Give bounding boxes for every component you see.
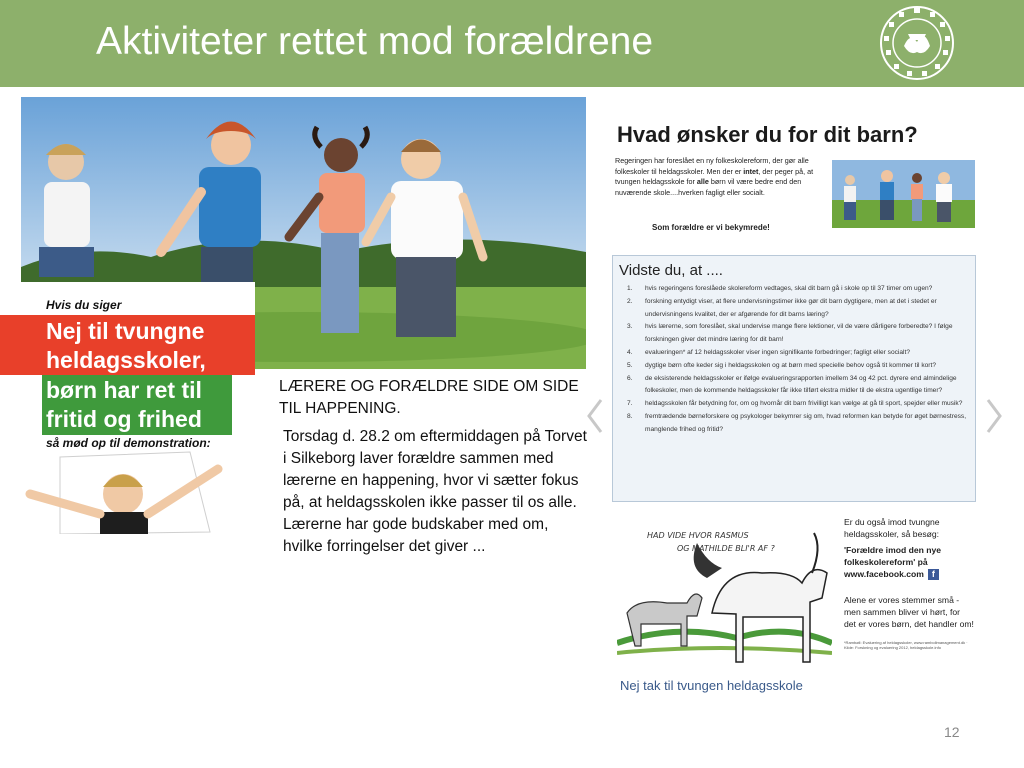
union-logo: [878, 4, 956, 82]
fact-number: 3.: [627, 323, 633, 331]
flyer-para-e: børn vil være bedre end den nuværende skole....hverken fagligt eller socialt.: [615, 177, 802, 197]
fact-number: 6.: [627, 374, 633, 382]
facebook-page-text: 'Forældre imod den nye folkeskolereform' på www.facebook.com: [844, 545, 942, 579]
flyer-worried: Som forældre er vi bekymrede!: [652, 223, 770, 232]
did-you-know-box: [612, 255, 976, 502]
sketch-text1: HAD VIDE HVOR RASMUS: [647, 531, 749, 540]
list-item: [627, 373, 969, 399]
flyer-para-d: alle: [696, 177, 709, 186]
fact-text: forskning entydigt viser, at flere undervisningstimer ikke gør dit barn dygtigere, men at det i stedet er undervisningens kvalitet, der er afgørende for dit barns læring?: [645, 297, 937, 318]
fact-number: 1.: [627, 285, 633, 292]
poster-line4: børn har ret til: [46, 377, 202, 403]
facebook-icon: f: [928, 569, 939, 580]
event-paragraph: Torsdag d. 28.2 om eftermiddagen på Torvet i Silkeborg laver forældre sammen med lærerne en happening, hvor vi sætter fokus på, at heldagsskolen ikke passer til os alle. Lærerne har gode budskaber med om, hvilke forringelser det giver ...: [283, 428, 587, 555]
flyer-facebook-text: [844, 544, 974, 580]
fact-list: [627, 283, 969, 437]
list-item: [627, 296, 969, 322]
fact-text: heldagsskolen får betydning for, om og hvornår dit barn frivilligt kan vælge at gå til sport, spejder eller musik?: [645, 400, 963, 408]
fact-text: evalueringen* af 12 heldagsskoler viser ingen signifikante forbedringer; fagligt eller socialt?: [645, 348, 911, 356]
list-item: [627, 283, 969, 296]
poster-line1: Hvis du siger: [46, 298, 122, 312]
fact-number: 4.: [627, 348, 633, 356]
fact-text: de eksisterende heldagsskoler er ifølge evalueringsrapporten imellem 34 og 42 pct. dyrere end almindelige folkeskoler, men de kommende heldagsskoler får ikke tilført ekstra midler til de ekstra ugentlige timer?: [645, 374, 957, 395]
fact-number: 7.: [627, 400, 633, 408]
horse-sketch: [617, 518, 832, 678]
event-heading: LÆRERE OG FORÆLDRE SIDE OM SIDE TIL HAPPENING.: [279, 378, 579, 417]
list-item: [627, 411, 969, 437]
flyer-together-text: Alene er vores stemmer små - men sammen bliver vi hørt, for det er vores børn, det handler om!: [844, 595, 974, 630]
poster-line2: Nej til tvungne: [46, 318, 205, 344]
flyer-para-c: , der peger på, at tvungen heldagsskole for: [615, 166, 814, 186]
flyer-caption: Nej tak til tvungen heldagsskole: [620, 678, 803, 693]
fact-number: 5.: [627, 361, 633, 369]
flyer-footnote: *Rambøll: Evaluering af heldagsskoler, www.rambollmanagement.dk · Kilde: Forskning og evaluering 2012, heldagsskole.info: [844, 640, 968, 651]
did-you-know-heading: Vidste du, at ....: [619, 262, 723, 279]
poster-graphic: [0, 282, 255, 534]
chevron-right-icon[interactable]: [984, 398, 1004, 434]
list-item: [627, 360, 969, 373]
flyer-no-thanks: [612, 510, 977, 700]
flyer-what-do-you-want: [612, 110, 977, 250]
list-item: [627, 398, 969, 411]
flyer-heading: Hvad ønsker du for dit barn?: [617, 122, 918, 147]
fact-number: 8.: [627, 412, 633, 420]
event-description: [279, 376, 589, 558]
poster-line6: så mød op til demonstration:: [46, 436, 211, 450]
fact-text: hvis regeringens foreslåede skolereform vedtages, skal dit barn gå i skole op til 37 timer om ugen?: [645, 285, 933, 292]
chevron-left-icon[interactable]: [585, 398, 605, 434]
page-number: 12: [944, 724, 960, 740]
list-item: [627, 347, 969, 360]
poster-line5: fritid og frihed: [46, 406, 202, 432]
demonstration-poster: [0, 282, 255, 534]
fact-number: 2.: [627, 297, 633, 305]
flyer-para-b: intet: [743, 166, 759, 176]
list-item: [627, 321, 969, 347]
flyer-paragraph: [615, 156, 825, 198]
fact-text: fremtrædende børneforskere og psykologer bekymrer sig om, hvad reformen kan betyde for øget børnestress, manglende frihed og fritid?: [645, 412, 967, 433]
fact-text: hvis lærerne, som foreslået, skal undervise mange flere lektioner, vil de være dårligere forberedte? I følge forskningen giver det mindre læring for dit barn!: [645, 323, 953, 344]
flyer-para-a: Regeringen har foreslået en ny folkeskolereform, der gør alle folkeskoler til heldagsskoler. Men der er: [615, 156, 809, 176]
flyer-children-photo: [832, 160, 975, 228]
fact-text: dygtige børn ofte keder sig i heldagsskolen og at børn med specielle behov også tit kommer til kort?: [645, 361, 937, 369]
flyer-right-column: [844, 516, 974, 650]
sketch-text2: OG MATHILDE BLI'R AF ?: [677, 544, 775, 553]
slide-title: Aktiviteter rettet mod forældrene: [96, 20, 654, 63]
flyer-invite: Er du også imod tvungne heldagsskoler, så besøg:: [844, 517, 940, 539]
poster-line3: heldagsskoler,: [46, 347, 206, 373]
